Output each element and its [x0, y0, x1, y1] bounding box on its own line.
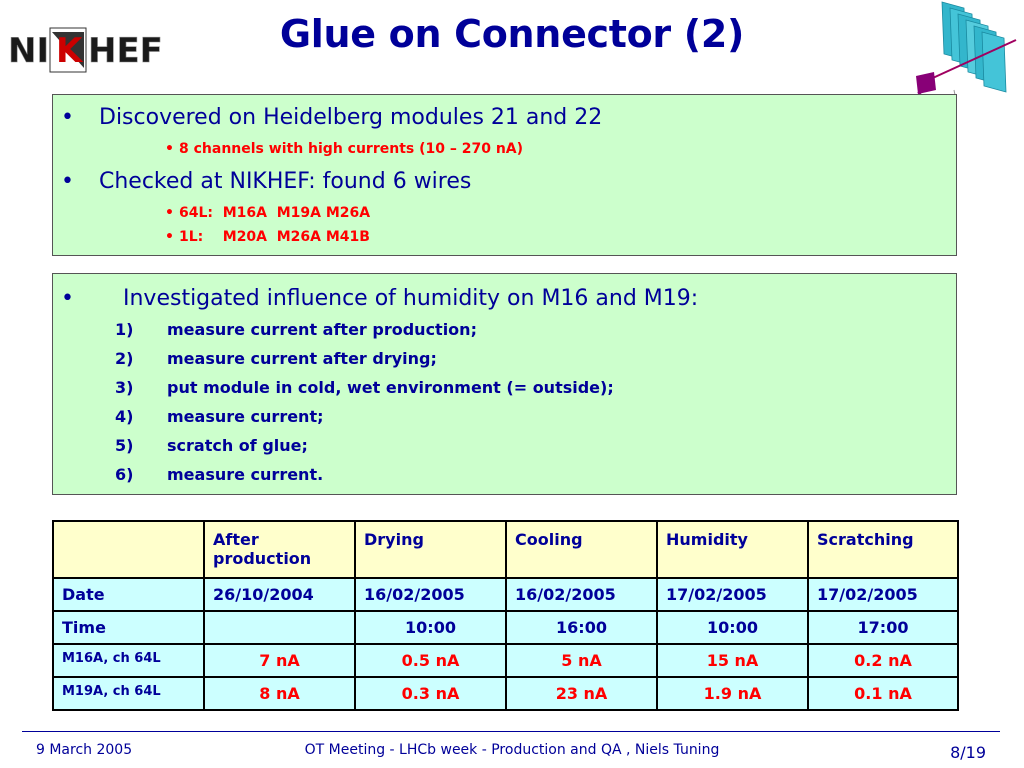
detector-modules-graphic — [904, 0, 1024, 104]
table-cell: 10:00 — [355, 611, 506, 644]
row-label: M16A, ch 64L — [53, 644, 204, 677]
footer-meeting: OT Meeting - LHCb week - Production and QA , Niels Tuning — [304, 742, 720, 758]
table-cell: 26/10/2004 — [204, 578, 355, 611]
svg-text:NI: NI — [8, 31, 50, 71]
table-cell: 7 nA — [204, 644, 355, 677]
bullet-dot: • — [61, 105, 74, 130]
table-cell: 16/02/2005 — [355, 578, 506, 611]
table-cell: 1.9 nA — [657, 677, 808, 710]
table-cell: 17:00 — [808, 611, 958, 644]
slide-title: Glue on Connector (2) — [279, 12, 745, 56]
procedure-box: • Investigated influence of humidity on M16 and M19: 1) measure current after production; 2) measure current after drying; 3) put module in cold, wet environment (= outside); 4) measure current; 5) scratch of glue; 6) measure current. — [52, 273, 957, 495]
table-cell: 16:00 — [506, 611, 657, 644]
svg-text:K: K — [56, 31, 83, 71]
footer-date: 9 March 2005 — [36, 742, 133, 758]
row-label: Time — [53, 611, 204, 644]
table-cell — [204, 611, 355, 644]
table-cell: 17/02/2005 — [808, 578, 958, 611]
table-cell: 23 nA — [506, 677, 657, 710]
page-number: 8/19 — [950, 743, 986, 762]
table-cell: 0.3 nA — [355, 677, 506, 710]
table-header-cell: Cooling — [506, 521, 657, 578]
table-cell: 15 nA — [657, 644, 808, 677]
table-header-cell — [53, 521, 204, 578]
table-cell: 8 nA — [204, 677, 355, 710]
table-row — [53, 611, 958, 644]
row-label: Date — [53, 578, 204, 611]
footer-divider — [22, 731, 1000, 732]
table-header-cell: Humidity — [657, 521, 808, 578]
bullet-dot: • — [61, 169, 74, 194]
table-header-row — [53, 521, 958, 578]
table-cell: 0.1 nA — [808, 677, 958, 710]
table-cell: 17/02/2005 — [657, 578, 808, 611]
bullet-dot: • — [61, 286, 74, 311]
table-header-cell: After production — [204, 521, 355, 578]
findings-box: • Discovered on Heidelberg modules 21 and 22 • 8 channels with high currents (10 – 270 nA) • Checked at NIKHEF: found 6 wires • 64L: M16A M19A M26A • 1L: M20A M26A M41B — [52, 94, 957, 256]
table-row — [53, 578, 958, 611]
measurement-table — [52, 520, 959, 711]
table-cell: 16/02/2005 — [506, 578, 657, 611]
table-row — [53, 644, 958, 677]
table-cell: 10:00 — [657, 611, 808, 644]
table-header-cell: Scratching — [808, 521, 958, 578]
table-cell: 0.5 nA — [355, 644, 506, 677]
table-cell: 5 nA — [506, 644, 657, 677]
svg-text:HEF: HEF — [88, 31, 163, 71]
table-row — [53, 677, 958, 710]
row-label: M19A, ch 64L — [53, 677, 204, 710]
table-cell: 0.2 nA — [808, 644, 958, 677]
table-header-cell: Drying — [355, 521, 506, 578]
